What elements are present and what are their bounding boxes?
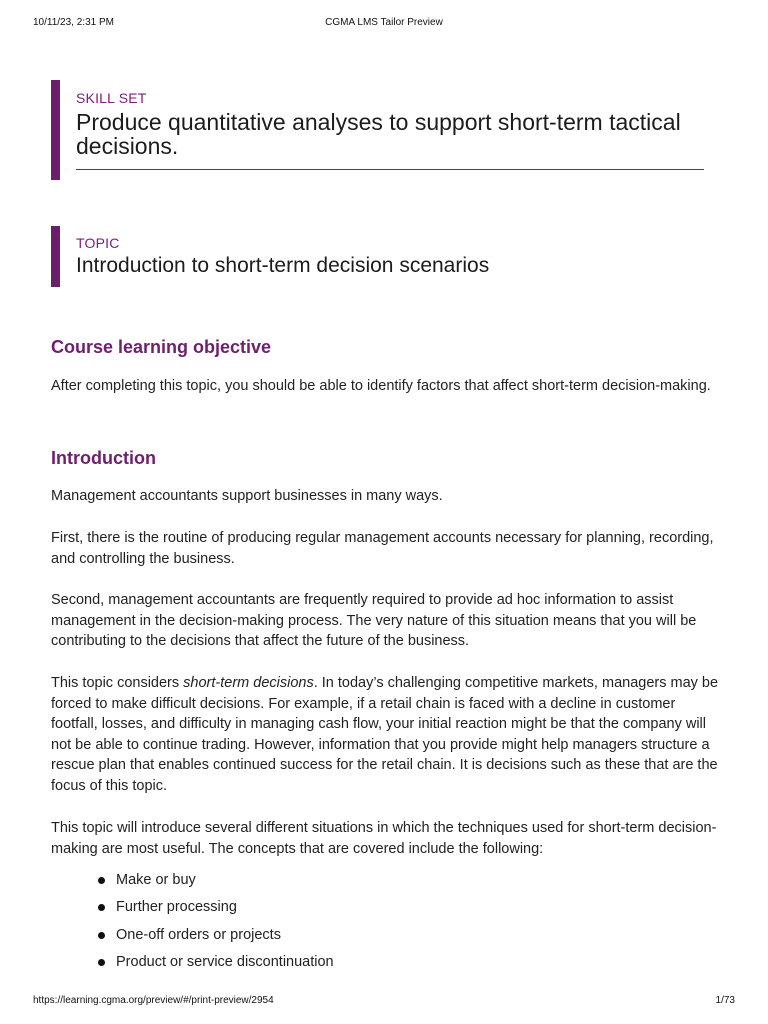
list-item [95, 925, 334, 952]
list-item [95, 870, 334, 897]
bullet-icon [98, 959, 105, 966]
intro-p4-after: . In today’s challenging competitive markets, managers may be forced to make difficult decisions. For example, if a retail chain is faced with a decline in customer footfall, losses, and difficulty in managing cash flow, your initial reaction might be that the company will not be able to continue trading. However, information that you provide might help managers structure a rescue plan that enables continued success for the retail chain. It is decisions such as these that are the focus of this topic. [51, 675, 719, 794]
page-number: 1/73 [715, 995, 735, 1006]
topic-accent-bar [51, 226, 60, 287]
print-title: CGMA LMS Tailor Preview [325, 17, 443, 28]
intro-p4-before: This topic considers [51, 675, 184, 691]
concepts-list [95, 870, 334, 979]
list-item-label: Product or service discontinuation [116, 953, 334, 970]
list-item-label: Make or buy [116, 872, 196, 888]
list-item-label: Further processing [116, 899, 237, 916]
topic-label: TOPIC [76, 235, 120, 251]
intro-paragraph-2: First, there is the routine of producing regular management accounts necessary for planning, recording, and controlling the business. [51, 530, 714, 567]
skill-set-title: Produce quantitative analyses to support short-term tactical decisions. [76, 109, 681, 159]
introduction-heading: Introduction [51, 448, 156, 468]
skill-set-block [51, 80, 704, 180]
list-item-label: One-off orders or projects [116, 926, 281, 943]
intro-paragraph-5: This topic will introduce several different situations in which the techniques used for short-term decision-making are most useful. The concepts that are covered include the following: [51, 820, 717, 857]
bullet-icon [98, 904, 105, 911]
skill-set-divider [76, 169, 704, 170]
topic-block [51, 226, 704, 287]
list-item [95, 952, 334, 979]
skill-set-label: SKILL SET [76, 90, 147, 106]
list-item [95, 897, 334, 924]
topic-title: Introduction to short-term decision scenarios [76, 254, 490, 277]
objective-heading: Course learning objective [51, 337, 272, 357]
print-url: https://learning.cgma.org/preview/#/print-preview/2954 [33, 995, 274, 1006]
print-header [0, 17, 768, 29]
skill-set-accent-bar [51, 80, 60, 180]
intro-paragraph-4 [51, 673, 721, 797]
intro-paragraph-3: Second, management accountants are frequently required to provide ad hoc information to assist management in the decision-making process. The very nature of this situation means that you will be contributing to the decisions that affect the future of the business. [51, 592, 697, 650]
bullet-icon [98, 932, 105, 939]
intro-paragraph-1: Management accountants support businesses in many ways. [51, 488, 443, 504]
bullet-icon [98, 877, 105, 884]
objective-text: After completing this topic, you should be able to identify factors that affect short-term decision-making. [51, 378, 711, 394]
intro-p4-emphasis: short-term decisions [183, 675, 314, 691]
print-datetime: 10/11/23, 2:31 PM [33, 17, 114, 28]
print-footer [0, 995, 768, 1007]
